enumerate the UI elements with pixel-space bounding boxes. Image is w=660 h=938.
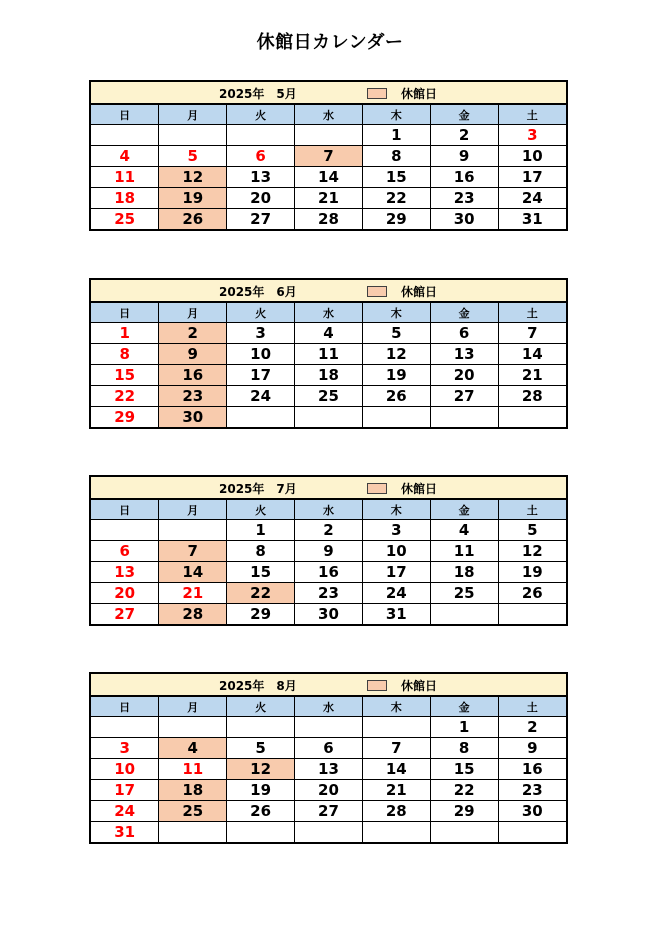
week-row	[91, 583, 566, 604]
day-cell: 3	[498, 125, 566, 146]
week-row	[91, 188, 566, 209]
week-row	[91, 407, 566, 428]
day-cell: 28	[498, 386, 566, 407]
legend-label: 休館日	[401, 482, 438, 496]
empty-cell	[295, 407, 363, 428]
day-cell: 13	[227, 167, 295, 188]
week-row	[91, 541, 566, 562]
weekday-header: 火	[227, 303, 295, 323]
day-cell: 16	[159, 365, 227, 386]
empty-cell	[498, 407, 566, 428]
day-cell: 8	[430, 738, 498, 759]
day-cell: 27	[430, 386, 498, 407]
day-cell: 10	[227, 344, 295, 365]
day-cell: 28	[362, 801, 430, 822]
day-cell: 20	[295, 780, 363, 801]
legend-swatch-icon	[367, 483, 387, 494]
legend	[367, 480, 437, 497]
weekday-row	[91, 303, 566, 323]
week-row	[91, 604, 566, 625]
day-cell: 26	[498, 583, 566, 604]
day-cell: 6	[227, 146, 295, 167]
weekday-header: 土	[498, 303, 566, 323]
empty-cell	[430, 604, 498, 625]
day-cell: 3	[362, 520, 430, 541]
day-cell: 21	[159, 583, 227, 604]
day-cell: 24	[227, 386, 295, 407]
day-cell: 1	[227, 520, 295, 541]
day-cell: 7	[295, 146, 363, 167]
weekday-header: 月	[159, 697, 227, 717]
day-cell: 23	[159, 386, 227, 407]
week-row	[91, 562, 566, 583]
day-cell: 31	[91, 822, 159, 843]
day-cell: 16	[430, 167, 498, 188]
day-cell: 15	[91, 365, 159, 386]
day-cell: 18	[91, 188, 159, 209]
day-cell: 12	[227, 759, 295, 780]
day-cell: 26	[159, 209, 227, 230]
day-cell: 13	[91, 562, 159, 583]
day-cell: 21	[498, 365, 566, 386]
week-row	[91, 520, 566, 541]
weekday-header: 金	[430, 500, 498, 520]
weekday-header: 金	[430, 105, 498, 125]
day-cell: 8	[227, 541, 295, 562]
weekday-header: 火	[227, 500, 295, 520]
day-cell: 20	[430, 365, 498, 386]
day-cell: 21	[295, 188, 363, 209]
empty-cell	[295, 717, 363, 738]
month-label: 2025年 7月	[219, 482, 297, 496]
day-cell: 20	[227, 188, 295, 209]
day-cell: 11	[91, 167, 159, 188]
week-row	[91, 344, 566, 365]
day-cell: 24	[498, 188, 566, 209]
weekday-header: 木	[362, 697, 430, 717]
day-cell: 17	[362, 562, 430, 583]
day-cell: 20	[91, 583, 159, 604]
week-row	[91, 759, 566, 780]
day-cell: 1	[91, 323, 159, 344]
day-cell: 30	[498, 801, 566, 822]
day-cell: 4	[91, 146, 159, 167]
day-cell: 30	[159, 407, 227, 428]
day-cell: 5	[498, 520, 566, 541]
day-cell: 9	[430, 146, 498, 167]
day-cell: 22	[227, 583, 295, 604]
empty-cell	[227, 822, 295, 843]
day-cell: 1	[430, 717, 498, 738]
day-cell: 10	[362, 541, 430, 562]
day-cell: 6	[91, 541, 159, 562]
weekday-header: 土	[498, 105, 566, 125]
page-title: 休館日カレンダー	[256, 32, 404, 53]
day-cell: 31	[362, 604, 430, 625]
weekday-header: 金	[430, 303, 498, 323]
weekday-header: 木	[362, 303, 430, 323]
day-cell: 19	[362, 365, 430, 386]
day-cell: 15	[362, 167, 430, 188]
weekday-header: 日	[91, 697, 159, 717]
day-cell: 27	[91, 604, 159, 625]
day-cell: 14	[498, 344, 566, 365]
week-row	[91, 167, 566, 188]
weekday-header: 水	[295, 105, 363, 125]
empty-cell	[362, 717, 430, 738]
day-cell: 8	[362, 146, 430, 167]
day-cell: 16	[498, 759, 566, 780]
day-cell: 8	[91, 344, 159, 365]
legend-label: 休館日	[401, 285, 438, 299]
day-cell: 13	[430, 344, 498, 365]
legend-swatch-icon	[367, 88, 387, 99]
week-row	[91, 780, 566, 801]
day-cell: 17	[91, 780, 159, 801]
day-cell: 27	[227, 209, 295, 230]
day-cell: 13	[295, 759, 363, 780]
day-cell: 14	[159, 562, 227, 583]
day-cell: 23	[430, 188, 498, 209]
month-calendar	[89, 475, 568, 626]
weekday-header: 木	[362, 105, 430, 125]
legend-label: 休館日	[401, 679, 438, 693]
weekday-header: 火	[227, 105, 295, 125]
day-cell: 25	[430, 583, 498, 604]
day-cell: 11	[430, 541, 498, 562]
day-cell: 30	[430, 209, 498, 230]
empty-cell	[498, 822, 566, 843]
day-cell: 5	[227, 738, 295, 759]
empty-cell	[159, 520, 227, 541]
day-cell: 24	[362, 583, 430, 604]
day-cell: 23	[498, 780, 566, 801]
day-cell: 12	[159, 167, 227, 188]
weekday-row	[91, 500, 566, 520]
month-header	[91, 82, 566, 104]
day-cell: 18	[430, 562, 498, 583]
day-cell: 28	[295, 209, 363, 230]
empty-cell	[159, 822, 227, 843]
day-cell: 30	[295, 604, 363, 625]
day-cell: 11	[159, 759, 227, 780]
day-cell: 2	[430, 125, 498, 146]
day-cell: 17	[227, 365, 295, 386]
day-cell: 7	[498, 323, 566, 344]
legend-swatch-icon	[367, 286, 387, 297]
month-label: 2025年 5月	[219, 87, 297, 101]
month-label: 2025年 8月	[219, 679, 297, 693]
calendar-grid	[91, 104, 566, 229]
weekday-header: 水	[295, 697, 363, 717]
day-cell: 6	[430, 323, 498, 344]
empty-cell	[498, 604, 566, 625]
weekday-header: 水	[295, 303, 363, 323]
empty-cell	[227, 407, 295, 428]
empty-cell	[430, 407, 498, 428]
day-cell: 19	[159, 188, 227, 209]
empty-cell	[227, 717, 295, 738]
week-row	[91, 717, 566, 738]
day-cell: 18	[159, 780, 227, 801]
day-cell: 18	[295, 365, 363, 386]
day-cell: 27	[295, 801, 363, 822]
day-cell: 26	[227, 801, 295, 822]
week-row	[91, 146, 566, 167]
weekday-header: 水	[295, 500, 363, 520]
legend	[367, 283, 437, 300]
day-cell: 22	[430, 780, 498, 801]
week-row	[91, 323, 566, 344]
day-cell: 2	[498, 717, 566, 738]
weekday-header: 月	[159, 105, 227, 125]
day-cell: 14	[362, 759, 430, 780]
weekday-header: 火	[227, 697, 295, 717]
day-cell: 11	[295, 344, 363, 365]
month-calendar	[89, 278, 568, 429]
weekday-header: 木	[362, 500, 430, 520]
weekday-header: 金	[430, 697, 498, 717]
day-cell: 6	[295, 738, 363, 759]
week-row	[91, 209, 566, 230]
day-cell: 4	[430, 520, 498, 541]
day-cell: 3	[227, 323, 295, 344]
legend-swatch-icon	[367, 680, 387, 691]
day-cell: 25	[91, 209, 159, 230]
day-cell: 29	[227, 604, 295, 625]
day-cell: 10	[498, 146, 566, 167]
day-cell: 15	[227, 562, 295, 583]
day-cell: 15	[430, 759, 498, 780]
day-cell: 16	[295, 562, 363, 583]
day-cell: 1	[362, 125, 430, 146]
day-cell: 12	[362, 344, 430, 365]
month-header	[91, 280, 566, 302]
week-row	[91, 738, 566, 759]
empty-cell	[91, 717, 159, 738]
week-row	[91, 822, 566, 843]
week-row	[91, 801, 566, 822]
day-cell: 5	[159, 146, 227, 167]
day-cell: 22	[362, 188, 430, 209]
day-cell: 25	[159, 801, 227, 822]
empty-cell	[362, 822, 430, 843]
weekday-header: 日	[91, 303, 159, 323]
day-cell: 24	[91, 801, 159, 822]
day-cell: 22	[91, 386, 159, 407]
calendar-grid	[91, 696, 566, 842]
day-cell: 29	[430, 801, 498, 822]
legend	[367, 85, 437, 102]
day-cell: 10	[91, 759, 159, 780]
weekday-header: 日	[91, 105, 159, 125]
weekday-row	[91, 697, 566, 717]
legend	[367, 677, 437, 694]
day-cell: 28	[159, 604, 227, 625]
month-header	[91, 674, 566, 696]
day-cell: 9	[498, 738, 566, 759]
day-cell: 29	[91, 407, 159, 428]
empty-cell	[91, 520, 159, 541]
empty-cell	[159, 717, 227, 738]
empty-cell	[227, 125, 295, 146]
weekday-header: 土	[498, 697, 566, 717]
legend-label: 休館日	[401, 87, 438, 101]
day-cell: 25	[295, 386, 363, 407]
empty-cell	[159, 125, 227, 146]
day-cell: 7	[362, 738, 430, 759]
week-row	[91, 125, 566, 146]
day-cell: 2	[159, 323, 227, 344]
weekday-header: 月	[159, 303, 227, 323]
day-cell: 31	[498, 209, 566, 230]
month-calendar	[89, 80, 568, 231]
month-calendar	[89, 672, 568, 844]
empty-cell	[430, 822, 498, 843]
day-cell: 7	[159, 541, 227, 562]
weekday-header: 月	[159, 500, 227, 520]
day-cell: 9	[295, 541, 363, 562]
empty-cell	[295, 125, 363, 146]
empty-cell	[362, 407, 430, 428]
weekday-header: 土	[498, 500, 566, 520]
day-cell: 29	[362, 209, 430, 230]
day-cell: 23	[295, 583, 363, 604]
day-cell: 9	[159, 344, 227, 365]
month-label: 2025年 6月	[219, 285, 297, 299]
calendar-grid	[91, 302, 566, 427]
day-cell: 3	[91, 738, 159, 759]
day-cell: 19	[498, 562, 566, 583]
week-row	[91, 386, 566, 407]
weekday-row	[91, 105, 566, 125]
week-row	[91, 365, 566, 386]
weekday-header: 日	[91, 500, 159, 520]
empty-cell	[295, 822, 363, 843]
day-cell: 14	[295, 167, 363, 188]
day-cell: 4	[295, 323, 363, 344]
day-cell: 4	[159, 738, 227, 759]
day-cell: 5	[362, 323, 430, 344]
month-header	[91, 477, 566, 499]
day-cell: 12	[498, 541, 566, 562]
day-cell: 19	[227, 780, 295, 801]
day-cell: 17	[498, 167, 566, 188]
calendar-grid	[91, 499, 566, 624]
day-cell: 26	[362, 386, 430, 407]
day-cell: 2	[295, 520, 363, 541]
day-cell: 21	[362, 780, 430, 801]
empty-cell	[91, 125, 159, 146]
